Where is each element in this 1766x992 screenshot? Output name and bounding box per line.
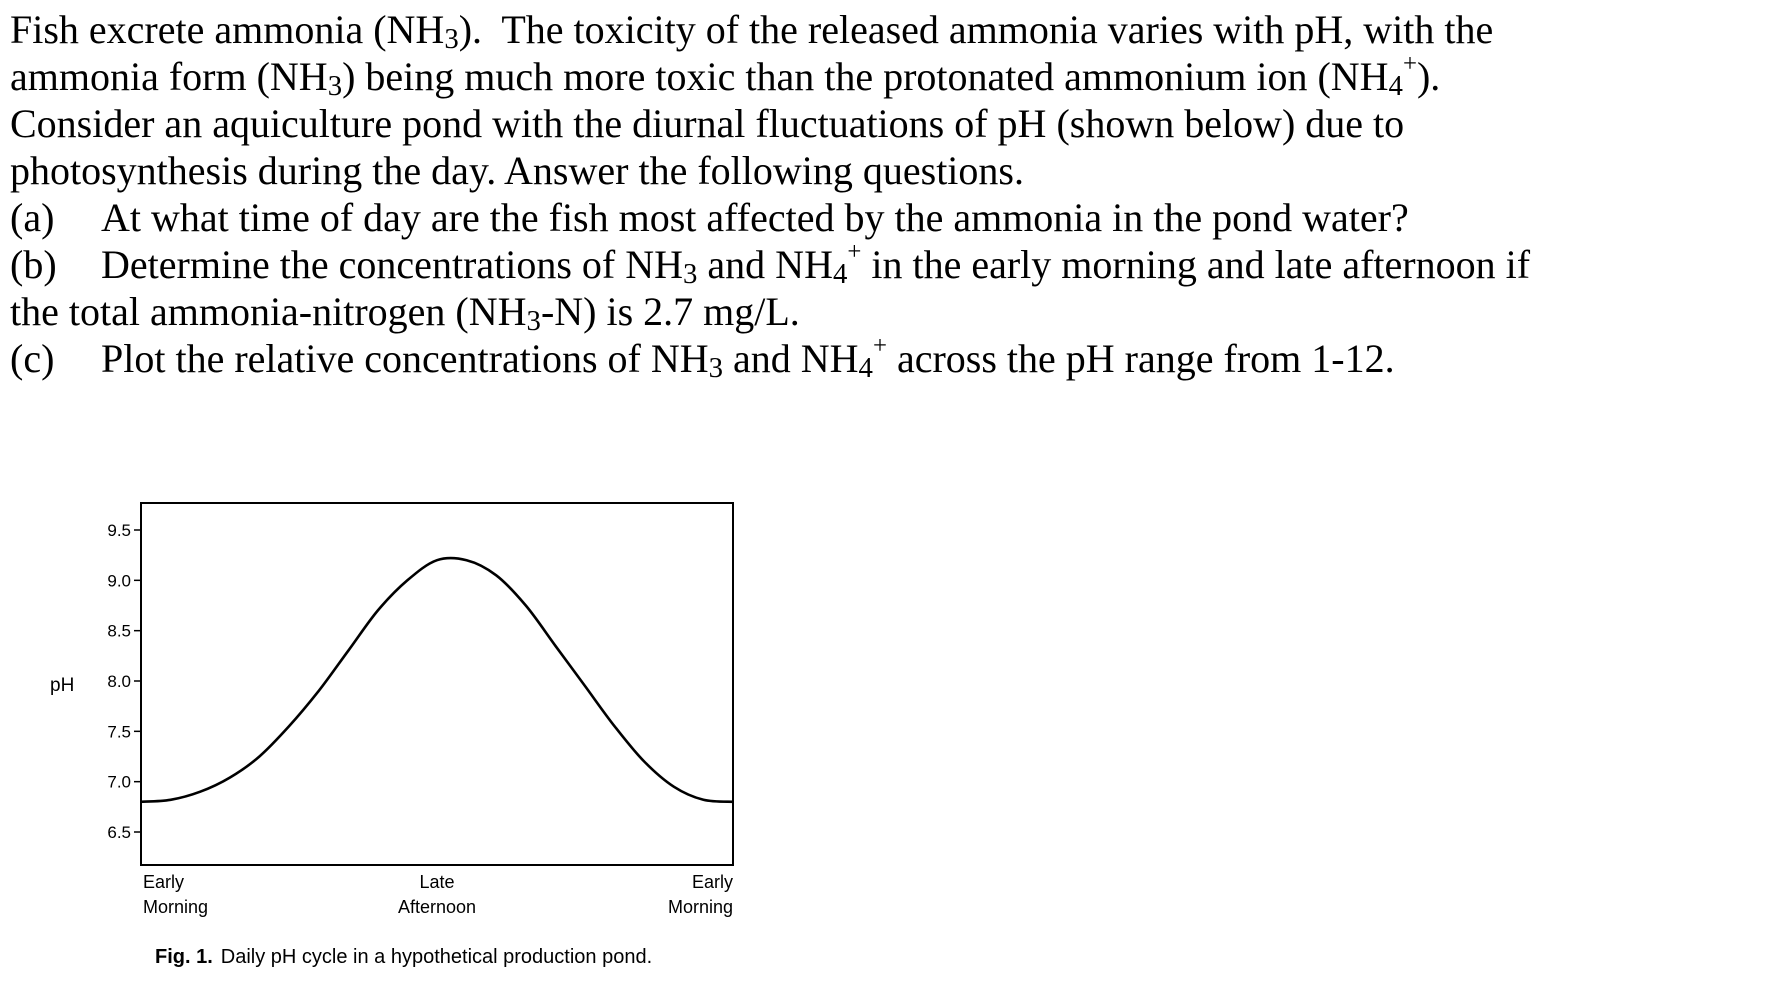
y-tick-label-5: 7.0 <box>107 772 131 792</box>
figure-caption <box>155 946 652 969</box>
y-axis-label: pH <box>50 675 75 696</box>
question-a <box>10 194 1760 241</box>
x-tick-label-0-line1: Early <box>143 872 185 892</box>
y-tick-label-3: 8.0 <box>107 672 131 691</box>
x-tick-label-0-line2: Morning <box>143 897 209 917</box>
problem-statement <box>10 6 1760 385</box>
caption-label: Fig. 1. <box>155 946 213 968</box>
y-tick-label-1: 9.0 <box>107 571 131 591</box>
x-tick-label-2-line2: Morning <box>667 897 733 917</box>
caption-text: Daily pH cycle in a hypothetical production pond. <box>220 946 653 968</box>
question-c <box>10 332 1760 385</box>
x-tick-label-2-line1: Early <box>691 872 733 892</box>
question-b <box>10 238 1760 291</box>
question-b-continuation: the total ammonia-nitrogen $(NH_3-N)$ is 2.7 mg/L. <box>10 289 800 338</box>
intro-line-4: photosynthesis during the day. Answer the following questions. <box>10 148 1024 193</box>
question-b-label: (b) <box>10 242 57 287</box>
question-b-text: Determine the concentrations of $NH_3$ and $NH_4^+$ in the early morning and late afternoon if <box>101 238 1531 291</box>
intro-line-2: ammonia form $(NH_3)$ being much more toxic than the protonated ammonium ion $(NH_4^+)$. <box>10 50 1441 103</box>
x-tick-label-1-line2: Afternoon <box>397 897 477 917</box>
plot-frame <box>141 503 733 865</box>
intro-line-1: Fish excrete ammonia $(NH_3)$. The toxicity of the released ammonia varies with pH, with the <box>10 7 1494 56</box>
question-c-text: Plot the relative concentrations of $NH_3$ and $NH_4^+$ across the pH range from 1-12. <box>101 332 1395 385</box>
question-a-text: At what time of day are the fish most affected by the ammonia in the pond water? <box>101 195 1409 240</box>
intro-line-3: Consider an aquiculture pond with the diurnal fluctuations of pH (shown below) due to <box>10 101 1405 146</box>
question-c-label: (c) <box>10 336 55 381</box>
x-tick-label-1-line1: Late <box>419 872 455 892</box>
y-axis <box>107 521 141 842</box>
x-axis <box>143 872 733 917</box>
ph-curve <box>141 558 733 802</box>
y-tick-label-2: 8.5 <box>107 621 131 641</box>
y-tick-label-4: 7.5 <box>107 722 131 742</box>
y-tick-label-0: 9.5 <box>107 521 131 540</box>
ph-chart <box>0 470 780 930</box>
question-a-label: (a) <box>10 195 55 240</box>
ph-figure <box>0 470 780 980</box>
y-tick-label-6: 6.5 <box>107 823 131 842</box>
